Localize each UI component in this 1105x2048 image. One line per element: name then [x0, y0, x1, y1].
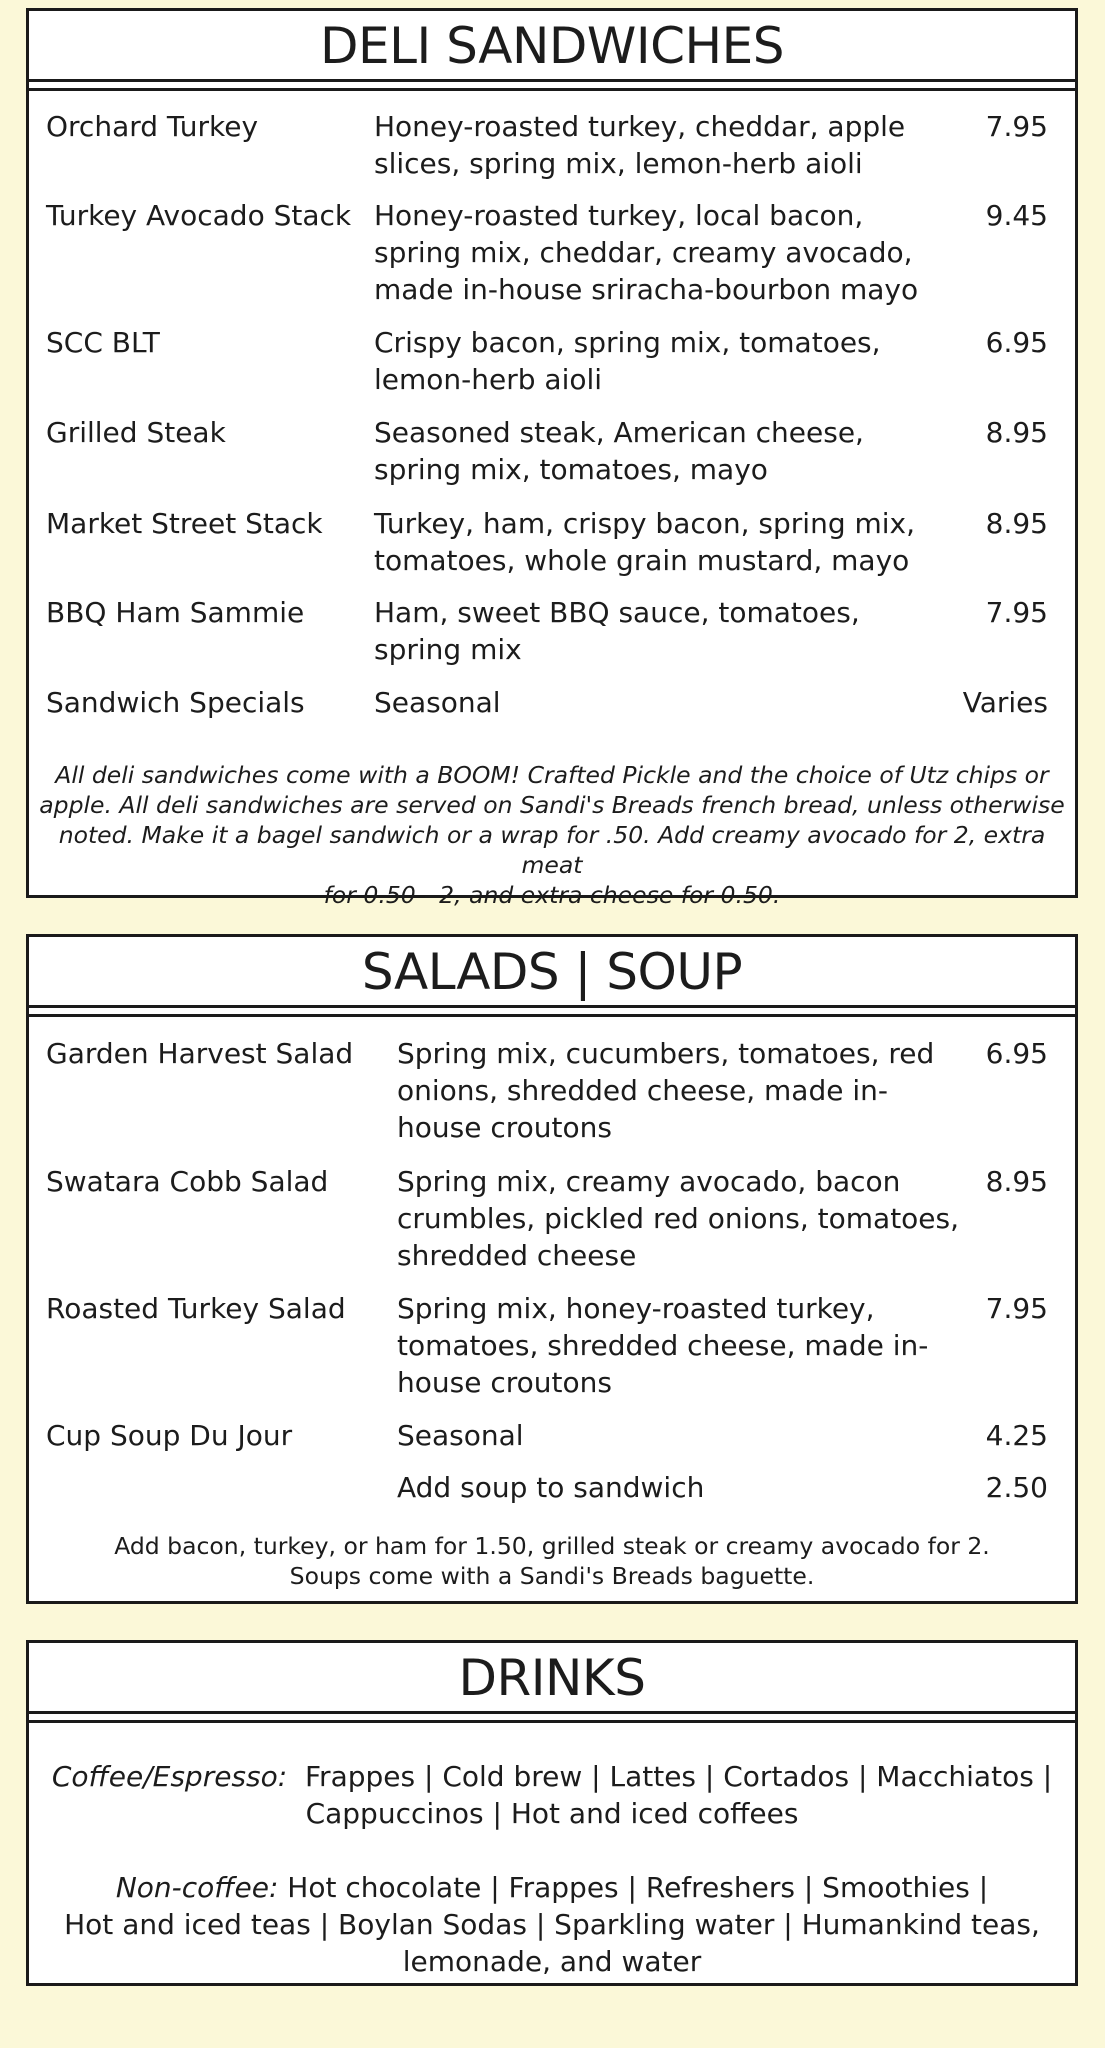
item-price: 8.95 [985, 1165, 1048, 1198]
item-name: Roasted Turkey Salad [46, 1292, 346, 1325]
item-name: Orchard Turkey [46, 110, 259, 143]
deli-sandwiches-section [26, 8, 1078, 909]
item-name: SCC BLT [46, 326, 160, 359]
deli-title: DELI SANDWICHES [320, 17, 784, 75]
coffee-label: Coffee/Espresso: [51, 1760, 288, 1793]
item-description: Turkey, ham, crispy bacon, spring mix, tomatoes, whole grain mustard, mayo [374, 507, 916, 577]
item-price: 2.50 [985, 1471, 1048, 1504]
item-name: Sandwich Specials [46, 686, 305, 719]
item-description: Honey-roasted turkey, cheddar, apple slices, spring mix, lemon-herb aioli [374, 110, 906, 180]
coffee-items: Frappes | Cold brew | Lattes | Cortados | Macchiatos | Cappuccinos | Hot and iced coffees [304, 1760, 1053, 1830]
item-price: 7.95 [985, 596, 1048, 629]
item-price: 9.45 [985, 199, 1048, 232]
item-price: 6.95 [985, 326, 1048, 359]
item-price: 7.95 [985, 110, 1048, 143]
item-price: 7.95 [985, 1292, 1048, 1325]
item-description: Spring mix, cucumbers, tomatoes, red onions, shredded cheese, made in- house croutons [397, 1037, 935, 1144]
drinks-header [29, 1643, 1075, 1723]
item-description: Spring mix, honey-roasted turkey, tomatoes, shredded cheese, made in- house croutons [397, 1292, 929, 1399]
item-name: BBQ Ham Sammie [46, 596, 305, 629]
item-price: 4.25 [985, 1419, 1048, 1452]
item-description: Seasonal [397, 1419, 524, 1452]
item-description: Honey-roasted turkey, local bacon, spring mix, cheddar, creamy avocado, made in-house sriracha-bourbon mayo [374, 199, 919, 306]
noncoffee-items: Hot chocolate | Frappes | Refreshers | Smoothies | Hot and iced teas | Boylan Sodas | Sparkling water | Humankind teas, lemonade, and water [64, 1871, 1040, 1978]
deli-header [29, 11, 1075, 91]
salads-title: SALADS | SOUP [361, 943, 743, 1001]
item-price: 6.95 [985, 1037, 1048, 1070]
item-price: 8.95 [985, 416, 1048, 449]
drinks-title: DRINKS [458, 1649, 646, 1707]
noncoffee-label: Non-coffee: [115, 1871, 279, 1904]
noncoffee-list [39, 1869, 1065, 1980]
item-name: Cup Soup Du Jour [46, 1419, 293, 1452]
item-description: Ham, sweet BBQ sauce, tomatoes, spring mix [374, 596, 860, 666]
item-description: Seasonal [374, 686, 501, 719]
item-description: Seasoned steak, American cheese, spring mix, tomatoes, mayo [374, 416, 864, 486]
item-name: Turkey Avocado Stack [46, 199, 352, 232]
item-name: Garden Harvest Salad [46, 1037, 354, 1070]
drinks-section [26, 1640, 1078, 1986]
deli-note: All deli sandwiches come with a BOOM! Crafted Pickle and the choice of Utz chips or apple. All deli sandwiches are served on Sandi's Breads french bread, unless otherwise noted. Make it a bagel sandwich or a wrap for .50. Add creamy avocado for 2, extra meat for 0.50 - 2, and extra cheese for 0.50. [39, 761, 1065, 909]
item-name: Swatara Cobb Salad [46, 1165, 329, 1198]
item-price: 8.95 [985, 507, 1048, 540]
item-description: Spring mix, creamy avocado, bacon crumbles, pickled red onions, tomatoes, shredded cheese [397, 1165, 960, 1272]
item-price: Varies [962, 686, 1048, 719]
coffee-list [39, 1758, 1065, 1832]
item-description: Crispy bacon, spring mix, tomatoes, lemon-herb aioli [374, 326, 881, 396]
item-name: Market Street Stack [46, 507, 323, 540]
salads-header [29, 937, 1075, 1017]
item-name: Grilled Steak [46, 416, 226, 449]
salads-soup-section [26, 934, 1078, 1604]
salads-note: Add bacon, turkey, or ham for 1.50, grilled steak or creamy avocado for 2. Soups come with a Sandi's Breads baguette. [114, 1532, 990, 1590]
item-description: Add soup to sandwich [397, 1471, 705, 1504]
